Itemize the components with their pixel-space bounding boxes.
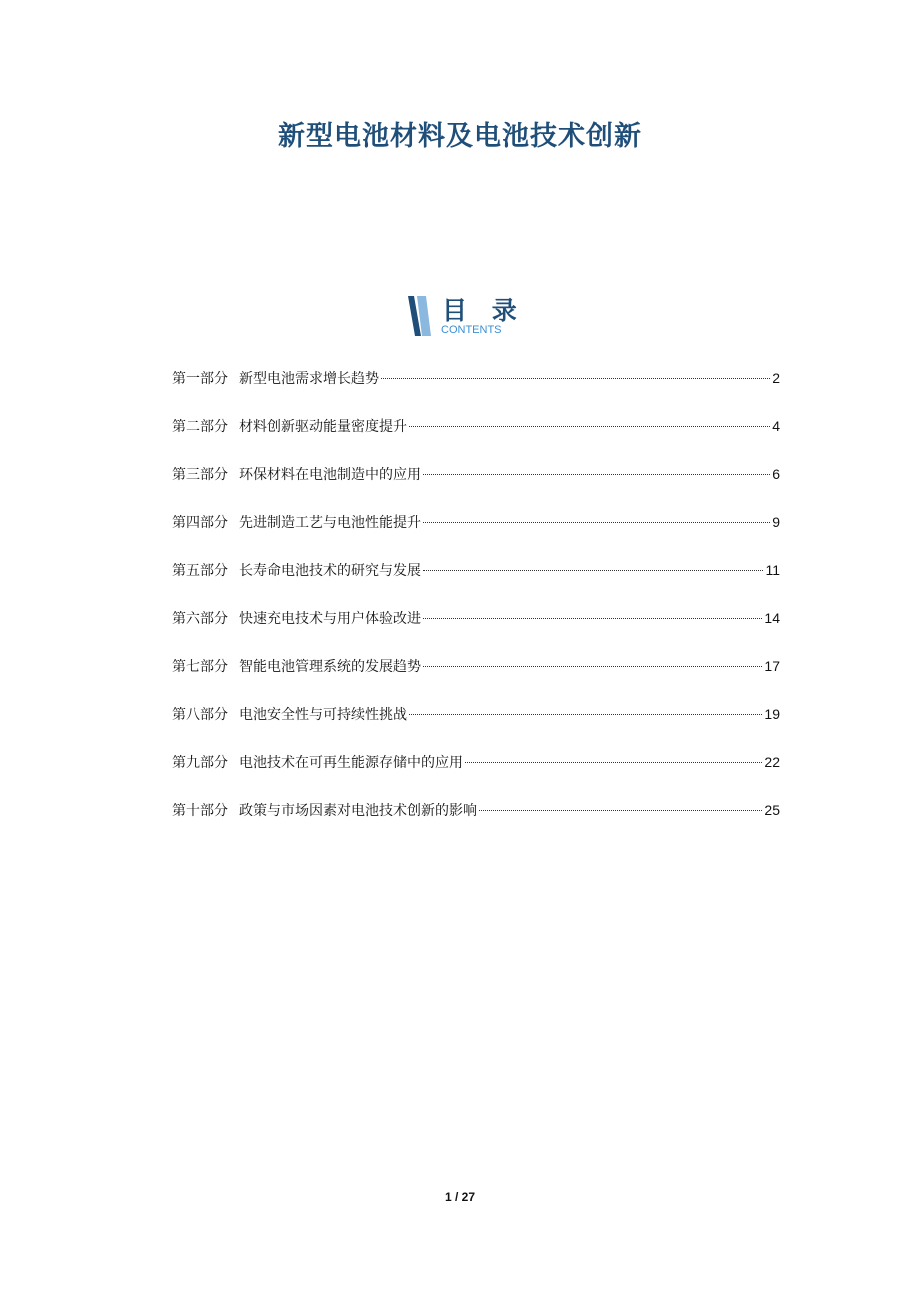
toc-entry-title: 长寿命电池技术的研究与发展 [239, 563, 421, 579]
toc-entry-title: 电池安全性与可持续性挑战 [239, 707, 407, 723]
toc-dot-leader [381, 378, 770, 379]
toc-entry[interactable] [172, 462, 780, 510]
toc-entry[interactable] [172, 654, 780, 702]
toc-dot-leader [409, 714, 762, 715]
toc-dot-leader [423, 666, 762, 667]
document-title: 新型电池材料及电池技术创新 [278, 121, 642, 152]
toc-entry[interactable] [172, 750, 780, 798]
toc-entry-title: 政策与市场因素对电池技术创新的影响 [239, 803, 477, 819]
toc-entry-title: 环保材料在电池制造中的应用 [239, 467, 421, 483]
toc-entry-page: 9 [772, 514, 780, 530]
toc-entry-part: 第十部分 [172, 803, 228, 819]
toc-entry-part: 第七部分 [172, 659, 228, 675]
toc-entry[interactable] [172, 510, 780, 558]
toc-entry-page: 22 [764, 754, 780, 770]
toc-entry[interactable] [172, 702, 780, 750]
toc-entry-title: 智能电池管理系统的发展趋势 [239, 659, 421, 675]
toc-entry-part: 第三部分 [172, 467, 228, 483]
toc-entry-part: 第九部分 [172, 755, 228, 771]
toc-entry-title: 新型电池需求增长趋势 [239, 371, 379, 387]
toc-entry-part: 第二部分 [172, 419, 228, 435]
toc-entry-part: 第六部分 [172, 611, 228, 627]
toc-entry-page: 17 [764, 658, 780, 674]
toc-title: 目 录 [442, 296, 525, 325]
toc-entry-page: 2 [772, 370, 780, 386]
toc-entry-title: 快速充电技术与用户体验改进 [239, 611, 421, 627]
toc-entry[interactable] [172, 606, 780, 654]
toc-dot-leader [409, 426, 770, 427]
toc-entry[interactable] [172, 558, 780, 606]
toc-entry[interactable] [172, 366, 780, 414]
toc-entry-page: 19 [764, 706, 780, 722]
toc-dot-leader [423, 618, 762, 619]
toc-entry-page: 4 [772, 418, 780, 434]
toc-entry-title: 先进制造工艺与电池性能提升 [239, 515, 421, 531]
toc-dot-leader [423, 474, 770, 475]
toc-list [172, 366, 780, 846]
contents-logo-icon [406, 294, 436, 338]
toc-entry-page: 14 [764, 610, 780, 626]
toc-dot-leader [423, 522, 770, 523]
toc-entry-part: 第八部分 [172, 707, 228, 723]
toc-entry-part: 第四部分 [172, 515, 228, 531]
toc-entry-title: 材料创新驱动能量密度提升 [239, 419, 407, 435]
toc-heading [406, 292, 526, 342]
toc-entry-title: 电池技术在可再生能源存储中的应用 [239, 755, 463, 771]
toc-entry[interactable] [172, 414, 780, 462]
toc-entry-page: 25 [764, 802, 780, 818]
toc-entry-page: 11 [765, 562, 780, 578]
toc-dot-leader [465, 762, 762, 763]
toc-dot-leader [423, 570, 763, 571]
toc-entry-page: 6 [772, 466, 780, 482]
toc-entry-part: 第五部分 [172, 563, 228, 579]
toc-entry-part: 第一部分 [172, 371, 228, 387]
toc-dot-leader [479, 810, 762, 811]
toc-subtitle: CONTENTS [441, 324, 502, 336]
toc-entry[interactable] [172, 798, 780, 846]
page-indicator: 1 / 27 [444, 1190, 476, 1204]
